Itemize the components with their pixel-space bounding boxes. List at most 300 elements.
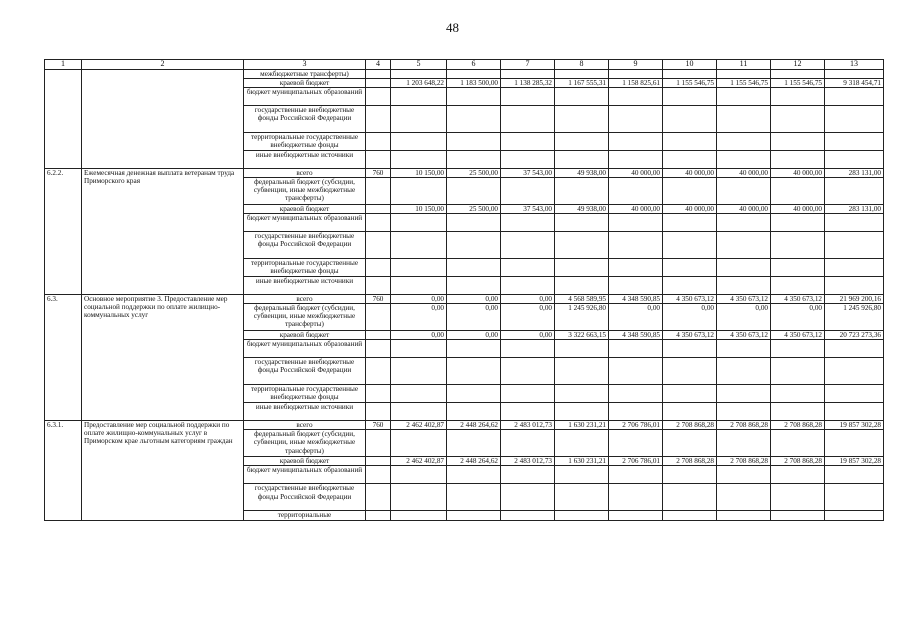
amount-cell (501, 151, 555, 169)
amount-cell: 0,00 (609, 304, 663, 331)
amount-cell (825, 151, 884, 169)
amount-cell: 1 155 546,75 (771, 79, 825, 88)
amount-cell: 21 969 200,16 (825, 295, 884, 304)
amount-cell: 0,00 (391, 295, 447, 304)
amount-cell (555, 403, 609, 421)
amount-cell (609, 69, 663, 78)
amount-cell (609, 106, 663, 133)
budget-code (366, 304, 391, 331)
amount-cell (663, 466, 717, 484)
amount-cell: 1 245 926,80 (825, 304, 884, 331)
amount-cell (501, 259, 555, 277)
amount-cell: 2 708 868,28 (717, 421, 771, 430)
amount-cell (771, 511, 825, 520)
amount-cell (447, 484, 501, 511)
funding-source: территориальные государственные внебюджетные фонды (244, 385, 366, 403)
amount-cell (717, 214, 771, 232)
amount-cell (501, 232, 555, 259)
amount-cell (825, 133, 884, 151)
amount-cell (555, 151, 609, 169)
amount-cell (555, 358, 609, 385)
amount-cell: 1 167 555,31 (555, 79, 609, 88)
amount-cell (663, 178, 717, 205)
funding-source: всего (244, 421, 366, 430)
amount-cell: 10 150,00 (391, 169, 447, 178)
amount-cell: 1 245 926,80 (555, 304, 609, 331)
budget-code (366, 403, 391, 421)
budget-code (366, 358, 391, 385)
amount-cell (609, 403, 663, 421)
amount-cell (717, 178, 771, 205)
amount-cell (447, 106, 501, 133)
amount-cell: 283 131,00 (825, 205, 884, 214)
header-cell: 11 (717, 60, 771, 70)
amount-cell (717, 430, 771, 457)
amount-cell (555, 232, 609, 259)
budget-code (366, 484, 391, 511)
amount-cell: 3 322 663,15 (555, 331, 609, 340)
amount-cell (447, 277, 501, 295)
amount-cell (501, 484, 555, 511)
header-cell: 1 (45, 60, 82, 70)
budget-table (44, 59, 884, 521)
item-name: Ежемесячная денежная выплата ветеранам труда Приморского края (82, 169, 244, 295)
amount-cell: 19 857 302,28 (825, 421, 884, 430)
amount-cell (825, 430, 884, 457)
amount-cell: 40 000,00 (663, 169, 717, 178)
amount-cell (825, 385, 884, 403)
amount-cell (825, 106, 884, 133)
amount-cell (663, 151, 717, 169)
amount-cell (825, 88, 884, 106)
header-cell: 4 (366, 60, 391, 70)
header-cell: 7 (501, 60, 555, 70)
amount-cell (501, 511, 555, 520)
amount-cell (447, 259, 501, 277)
amount-cell (555, 69, 609, 78)
amount-cell: 4 350 673,12 (717, 295, 771, 304)
amount-cell (825, 466, 884, 484)
table-row (45, 421, 884, 430)
funding-source: государственные внебюджетные фонды Российской Федерации (244, 232, 366, 259)
item-name (82, 69, 244, 168)
amount-cell (447, 358, 501, 385)
amount-cell: 1 138 285,32 (501, 79, 555, 88)
amount-cell (609, 466, 663, 484)
amount-cell (717, 385, 771, 403)
amount-cell (391, 277, 447, 295)
amount-cell (663, 277, 717, 295)
amount-cell (717, 69, 771, 78)
header-cell: 3 (244, 60, 366, 70)
amount-cell: 49 938,00 (555, 205, 609, 214)
amount-cell (555, 214, 609, 232)
budget-code (366, 466, 391, 484)
amount-cell (825, 69, 884, 78)
amount-cell (609, 259, 663, 277)
amount-cell (771, 340, 825, 358)
header-cell: 13 (825, 60, 884, 70)
amount-cell: 0,00 (663, 304, 717, 331)
amount-cell: 40 000,00 (663, 205, 717, 214)
amount-cell (555, 385, 609, 403)
budget-code (366, 331, 391, 340)
funding-source: краевой бюджет (244, 331, 366, 340)
budget-code (366, 214, 391, 232)
amount-cell: 20 723 273,36 (825, 331, 884, 340)
amount-cell: 1 155 546,75 (663, 79, 717, 88)
funding-source: государственные внебюджетные фонды Российской Федерации (244, 484, 366, 511)
budget-code (366, 430, 391, 457)
amount-cell (501, 358, 555, 385)
amount-cell: 0,00 (447, 295, 501, 304)
budget-code (366, 69, 391, 78)
amount-cell (391, 69, 447, 78)
funding-source: бюджет муниципальных образований (244, 214, 366, 232)
table-row (45, 69, 884, 78)
amount-cell (771, 69, 825, 78)
amount-cell (663, 484, 717, 511)
item-number (45, 69, 82, 168)
amount-cell (447, 511, 501, 520)
amount-cell (391, 358, 447, 385)
budget-code (366, 385, 391, 403)
budget-code (366, 340, 391, 358)
amount-cell (501, 340, 555, 358)
amount-cell: 283 131,00 (825, 169, 884, 178)
funding-source: межбюджетные трансферты) (244, 69, 366, 78)
amount-cell (447, 133, 501, 151)
budget-code: 760 (366, 295, 391, 304)
header-row (45, 60, 884, 70)
amount-cell (555, 277, 609, 295)
budget-code (366, 205, 391, 214)
budget-code (366, 277, 391, 295)
amount-cell: 0,00 (391, 304, 447, 331)
amount-cell: 2 462 402,87 (391, 421, 447, 430)
amount-cell: 1 183 500,00 (447, 79, 501, 88)
amount-cell (771, 232, 825, 259)
amount-cell (501, 133, 555, 151)
amount-cell (771, 403, 825, 421)
amount-cell (391, 151, 447, 169)
header-cell: 12 (771, 60, 825, 70)
amount-cell (391, 133, 447, 151)
amount-cell: 1 155 546,75 (717, 79, 771, 88)
funding-source: федеральный бюджет (субсидии, субвенции, иные межбюджетные трансферты) (244, 178, 366, 205)
amount-cell (825, 259, 884, 277)
amount-cell: 4 568 589,95 (555, 295, 609, 304)
amount-cell: 2 483 012,73 (501, 457, 555, 466)
funding-source: краевой бюджет (244, 79, 366, 88)
budget-code (366, 259, 391, 277)
amount-cell: 1 203 648,22 (391, 79, 447, 88)
amount-cell (391, 466, 447, 484)
amount-cell: 4 350 673,12 (717, 331, 771, 340)
item-number: 6.2.2. (45, 169, 82, 295)
amount-cell (609, 151, 663, 169)
item-name: Предоставление мер социальной поддержки по оплате жилищно-коммунальных услуг в Приморском крае льготным категориям граждан (82, 421, 244, 520)
amount-cell (825, 214, 884, 232)
amount-cell: 40 000,00 (771, 169, 825, 178)
amount-cell (771, 385, 825, 403)
budget-code (366, 511, 391, 520)
amount-cell (663, 403, 717, 421)
funding-source: территориальные государственные внебюджетные фонды (244, 133, 366, 151)
amount-cell (501, 277, 555, 295)
budget-code (366, 79, 391, 88)
amount-cell: 1 630 231,21 (555, 457, 609, 466)
amount-cell: 2 706 786,01 (609, 457, 663, 466)
amount-cell (717, 232, 771, 259)
amount-cell (771, 133, 825, 151)
amount-cell: 0,00 (447, 331, 501, 340)
amount-cell (717, 403, 771, 421)
amount-cell (771, 214, 825, 232)
amount-cell (717, 340, 771, 358)
amount-cell (663, 430, 717, 457)
amount-cell: 2 708 868,28 (663, 421, 717, 430)
item-name: Основное мероприятие 3. Предоставление мер социальной поддержки по оплате жилищно-коммунальных услуг (82, 295, 244, 421)
amount-cell (391, 88, 447, 106)
amount-cell (771, 151, 825, 169)
amount-cell (717, 106, 771, 133)
amount-cell: 40 000,00 (717, 169, 771, 178)
amount-cell (555, 133, 609, 151)
table-row (45, 169, 884, 178)
amount-cell (771, 277, 825, 295)
funding-source: государственные внебюджетные фонды Российской Федерации (244, 106, 366, 133)
amount-cell (391, 340, 447, 358)
amount-cell (555, 466, 609, 484)
amount-cell (717, 466, 771, 484)
amount-cell: 4 348 590,85 (609, 295, 663, 304)
amount-cell: 2 448 264,62 (447, 421, 501, 430)
funding-source: государственные внебюджетные фонды Российской Федерации (244, 358, 366, 385)
amount-cell: 37 543,00 (501, 169, 555, 178)
amount-cell (501, 430, 555, 457)
amount-cell (447, 214, 501, 232)
amount-cell (447, 178, 501, 205)
amount-cell (825, 178, 884, 205)
item-number: 6.3. (45, 295, 82, 421)
header-cell: 9 (609, 60, 663, 70)
amount-cell: 1 630 231,21 (555, 421, 609, 430)
amount-cell (555, 178, 609, 205)
amount-cell: 4 350 673,12 (771, 331, 825, 340)
amount-cell (609, 385, 663, 403)
header-cell: 6 (447, 60, 501, 70)
amount-cell (501, 385, 555, 403)
amount-cell (501, 69, 555, 78)
amount-cell: 0,00 (501, 304, 555, 331)
funding-source: территориальные (244, 511, 366, 520)
amount-cell (609, 232, 663, 259)
amount-cell: 2 708 868,28 (717, 457, 771, 466)
amount-cell (717, 484, 771, 511)
funding-source: иные внебюджетные источники (244, 151, 366, 169)
amount-cell (663, 232, 717, 259)
amount-cell (771, 106, 825, 133)
budget-code: 760 (366, 421, 391, 430)
amount-cell (771, 88, 825, 106)
amount-cell: 4 350 673,12 (663, 295, 717, 304)
funding-source: всего (244, 295, 366, 304)
amount-cell (663, 106, 717, 133)
funding-source: краевой бюджет (244, 205, 366, 214)
funding-source: иные внебюджетные источники (244, 277, 366, 295)
amount-cell (555, 484, 609, 511)
table-row (45, 295, 884, 304)
amount-cell (771, 430, 825, 457)
amount-cell (609, 88, 663, 106)
amount-cell: 4 350 673,12 (771, 295, 825, 304)
amount-cell (501, 214, 555, 232)
amount-cell: 0,00 (501, 295, 555, 304)
amount-cell (771, 466, 825, 484)
header-cell: 5 (391, 60, 447, 70)
funding-source: бюджет муниципальных образований (244, 340, 366, 358)
amount-cell (609, 214, 663, 232)
amount-cell (663, 88, 717, 106)
budget-code (366, 457, 391, 466)
amount-cell (501, 178, 555, 205)
budget-code (366, 133, 391, 151)
amount-cell: 0,00 (447, 304, 501, 331)
amount-cell: 1 158 825,61 (609, 79, 663, 88)
amount-cell (391, 511, 447, 520)
amount-cell: 49 938,00 (555, 169, 609, 178)
amount-cell: 2 708 868,28 (663, 457, 717, 466)
amount-cell (391, 430, 447, 457)
header-cell: 2 (82, 60, 244, 70)
amount-cell (825, 511, 884, 520)
budget-code (366, 106, 391, 133)
amount-cell (825, 403, 884, 421)
amount-cell: 2 462 402,87 (391, 457, 447, 466)
amount-cell (609, 430, 663, 457)
amount-cell (555, 259, 609, 277)
amount-cell: 40 000,00 (771, 205, 825, 214)
amount-cell (663, 69, 717, 78)
amount-cell (825, 340, 884, 358)
amount-cell (663, 385, 717, 403)
amount-cell: 0,00 (501, 331, 555, 340)
amount-cell (447, 466, 501, 484)
amount-cell (555, 106, 609, 133)
amount-cell: 25 500,00 (447, 169, 501, 178)
amount-cell (717, 277, 771, 295)
amount-cell (391, 232, 447, 259)
amount-cell (447, 403, 501, 421)
page-number: 48 (446, 20, 459, 35)
funding-source: иные внебюджетные источники (244, 403, 366, 421)
amount-cell (609, 484, 663, 511)
funding-source: территориальные государственные внебюджетные фонды (244, 259, 366, 277)
funding-source: федеральный бюджет (субсидии, субвенции, иные межбюджетные трансферты) (244, 430, 366, 457)
budget-code (366, 88, 391, 106)
amount-cell (609, 511, 663, 520)
header-cell: 8 (555, 60, 609, 70)
amount-cell (609, 178, 663, 205)
amount-cell (447, 385, 501, 403)
amount-cell (663, 259, 717, 277)
amount-cell (663, 340, 717, 358)
budget-code (366, 151, 391, 169)
budget-code: 760 (366, 169, 391, 178)
amount-cell (771, 178, 825, 205)
amount-cell (391, 214, 447, 232)
amount-cell (447, 69, 501, 78)
amount-cell (609, 358, 663, 385)
funding-source: всего (244, 169, 366, 178)
funding-source: краевой бюджет (244, 457, 366, 466)
amount-cell: 0,00 (771, 304, 825, 331)
amount-cell (447, 232, 501, 259)
amount-cell: 4 350 673,12 (663, 331, 717, 340)
amount-cell (609, 340, 663, 358)
amount-cell (391, 484, 447, 511)
amount-cell (663, 214, 717, 232)
amount-cell: 0,00 (717, 304, 771, 331)
amount-cell: 2 706 786,01 (609, 421, 663, 430)
amount-cell (447, 430, 501, 457)
funding-source: бюджет муниципальных образований (244, 88, 366, 106)
amount-cell (555, 88, 609, 106)
amount-cell: 0,00 (391, 331, 447, 340)
amount-cell (501, 88, 555, 106)
amount-cell: 19 857 302,28 (825, 457, 884, 466)
amount-cell (447, 88, 501, 106)
amount-cell (717, 133, 771, 151)
amount-cell (717, 259, 771, 277)
amount-cell (555, 430, 609, 457)
amount-cell: 2 708 868,28 (771, 421, 825, 430)
amount-cell: 2 708 868,28 (771, 457, 825, 466)
amount-cell (663, 511, 717, 520)
amount-cell (391, 259, 447, 277)
amount-cell (825, 277, 884, 295)
budget-code (366, 232, 391, 259)
amount-cell (391, 385, 447, 403)
item-number: 6.3.1. (45, 421, 82, 520)
funding-source: федеральный бюджет (субсидии, субвенции, иные межбюджетные трансферты) (244, 304, 366, 331)
amount-cell (447, 151, 501, 169)
amount-cell (825, 484, 884, 511)
amount-cell: 40 000,00 (609, 205, 663, 214)
amount-cell (501, 466, 555, 484)
amount-cell (717, 88, 771, 106)
amount-cell (717, 511, 771, 520)
amount-cell (609, 277, 663, 295)
amount-cell: 4 348 590,85 (609, 331, 663, 340)
amount-cell: 2 448 264,62 (447, 457, 501, 466)
funding-source: бюджет муниципальных образований (244, 466, 366, 484)
budget-code (366, 178, 391, 205)
amount-cell (555, 511, 609, 520)
amount-cell (663, 358, 717, 385)
amount-cell (391, 403, 447, 421)
amount-cell (825, 358, 884, 385)
amount-cell (501, 403, 555, 421)
amount-cell (771, 484, 825, 511)
amount-cell (771, 358, 825, 385)
header-cell: 10 (663, 60, 717, 70)
amount-cell (501, 106, 555, 133)
amount-cell (391, 178, 447, 205)
amount-cell: 9 318 454,71 (825, 79, 884, 88)
amount-cell (391, 106, 447, 133)
